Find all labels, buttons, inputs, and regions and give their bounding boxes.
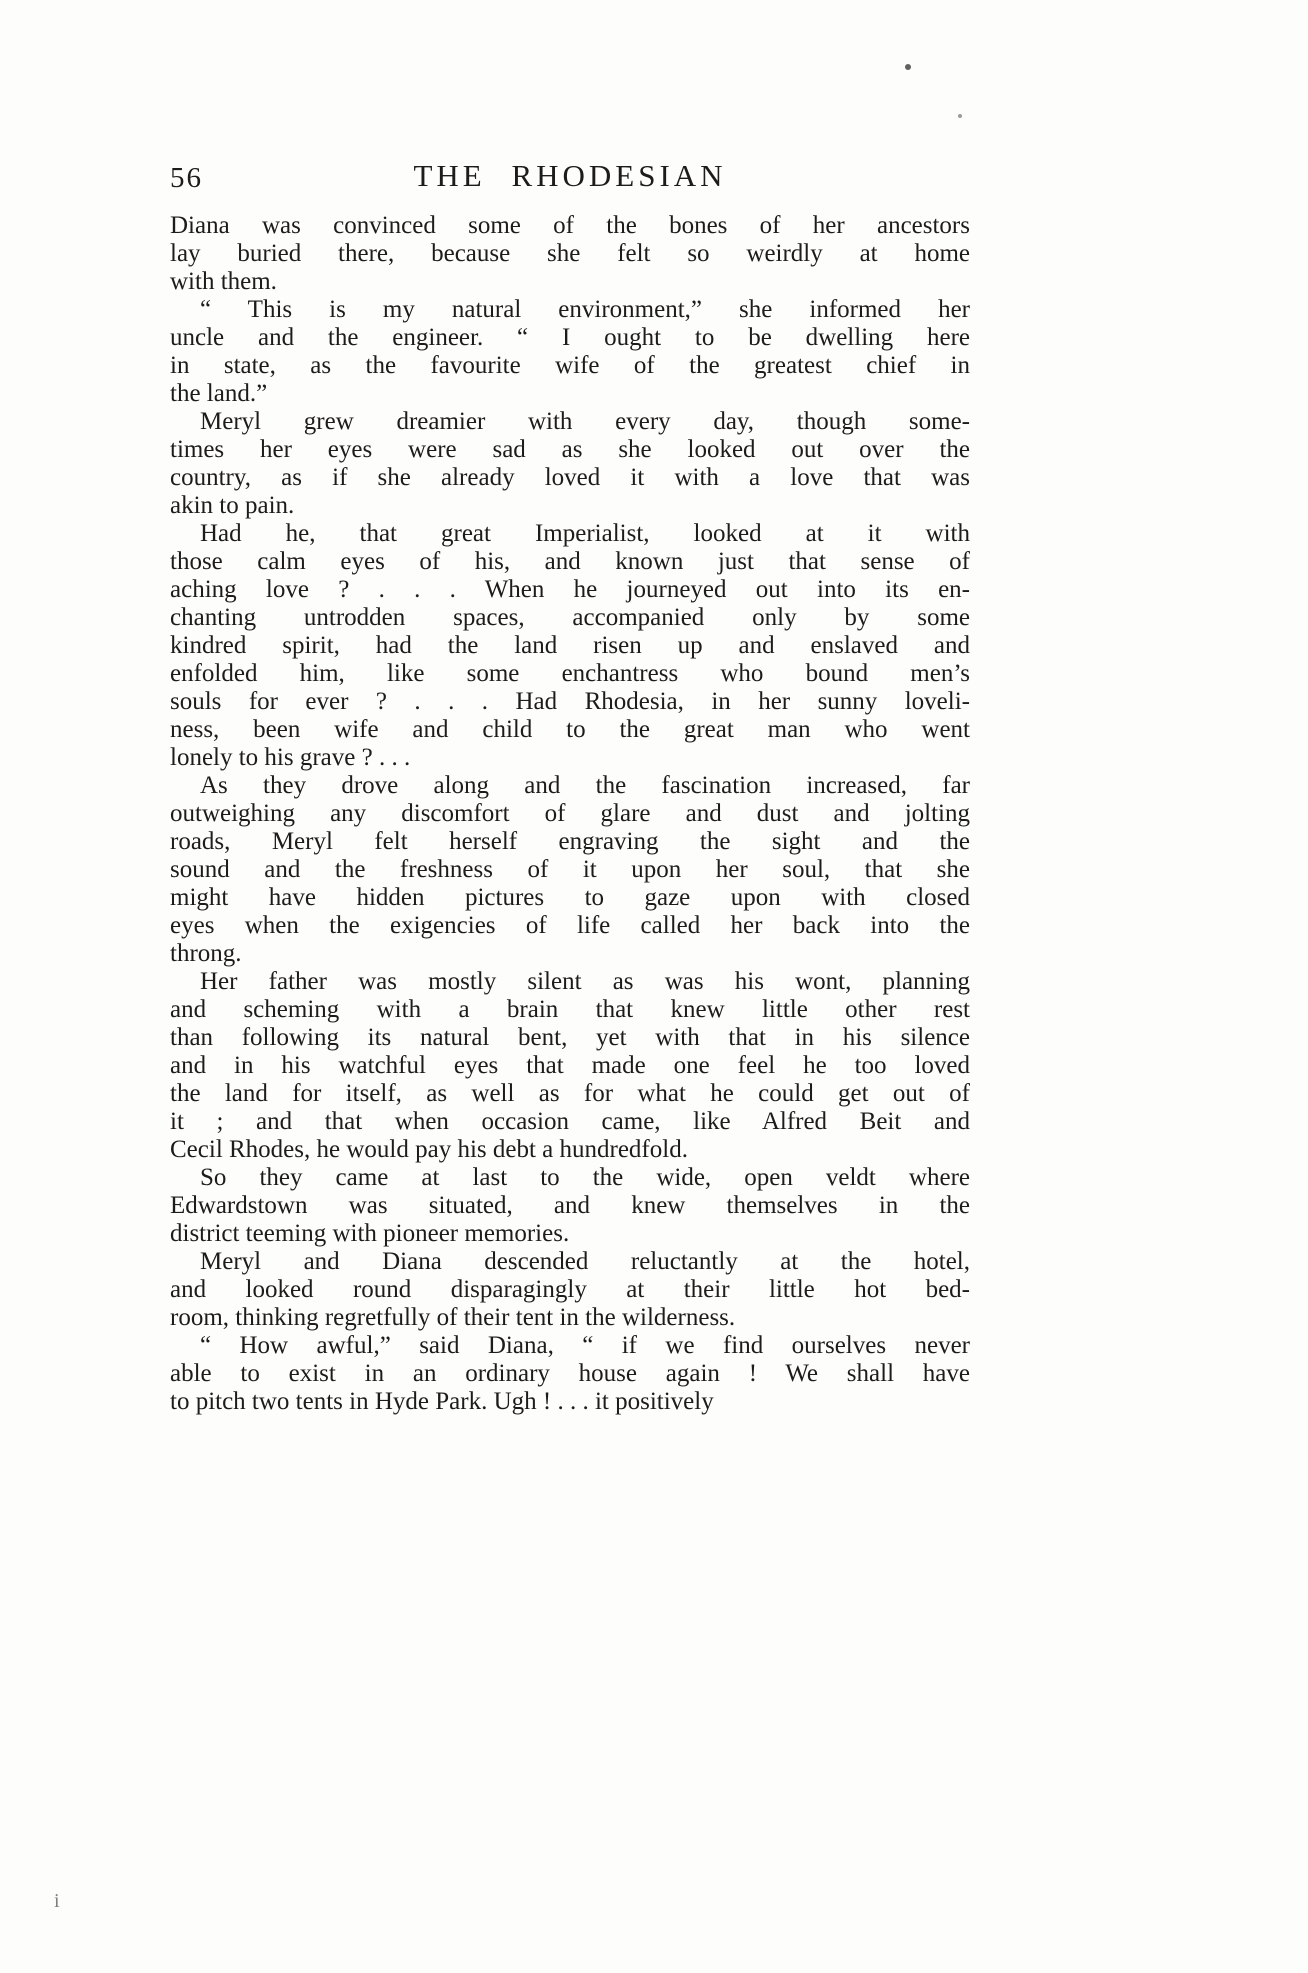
text-line: Edwardstown was situated, and knew themselves in the <box>170 1192 970 1219</box>
text-line: those calm eyes of his, and known just that sense of <box>170 548 970 575</box>
text-line: uncle and the engineer. “ I ought to be dwelling here <box>170 324 970 351</box>
scan-speck <box>905 64 911 70</box>
text-line: country, as if she already loved it with a love that was <box>170 464 970 491</box>
text-line: sound and the freshness of it upon her soul, that she <box>170 856 970 883</box>
text-line: enfolded him, like some enchantress who bound men’s <box>170 660 970 687</box>
paragraph <box>170 772 970 968</box>
text-line: “ How awful,” said Diana, “ if we find ourselves never <box>200 1332 970 1359</box>
paragraph <box>170 520 970 772</box>
paragraph <box>170 1164 970 1248</box>
page-header <box>170 158 970 202</box>
scan-speck <box>958 114 962 118</box>
text-line: So they came at last to the wide, open veldt where <box>200 1164 970 1191</box>
paragraph <box>170 1248 970 1332</box>
text-line: room, thinking regretfully of their tent in the wilderness. <box>170 1304 736 1331</box>
text-line: the land.” <box>170 380 268 407</box>
text-line: chanting untrodden spaces, accompanied only by some <box>170 604 970 631</box>
text-line: times her eyes were sad as she looked out over the <box>170 436 970 463</box>
text-line: akin to pain. <box>170 492 295 519</box>
paragraph <box>170 968 970 1164</box>
text-line: Meryl and Diana descended reluctantly at the hotel, <box>200 1248 970 1275</box>
text-line: in state, as the favourite wife of the greatest chief in <box>170 352 970 379</box>
text-line: than following its natural bent, yet with that in his silence <box>170 1024 970 1051</box>
text-line: and looked round disparagingly at their little hot bed- <box>170 1276 970 1303</box>
text-line: kindred spirit, had the land risen up and enslaved and <box>170 632 970 659</box>
text-line: Diana was convinced some of the bones of her ancestors <box>170 212 970 239</box>
text-line: district teeming with pioneer memories. <box>170 1220 570 1247</box>
text-line: eyes when the exigencies of life called her back into the <box>170 912 970 939</box>
text-line: lay buried there, because she felt so weirdly at home <box>170 240 970 267</box>
text-line: “ This is my natural environment,” she informed her <box>200 296 970 323</box>
paragraph <box>170 1332 970 1416</box>
text-line: Her father was mostly silent as was his wont, planning <box>200 968 970 995</box>
paragraph <box>170 212 970 296</box>
text-line: throng. <box>170 940 242 967</box>
text-line: roads, Meryl felt herself engraving the sight and the <box>170 828 970 855</box>
text-line: outweighing any discomfort of glare and dust and jolting <box>170 800 970 827</box>
text-line: souls for ever ? . . . Had Rhodesia, in her sunny loveli- <box>170 688 970 715</box>
text-line: ness, been wife and child to the great man who went <box>170 716 970 743</box>
text-line: the land for itself, as well as for what he could get out of <box>170 1080 970 1107</box>
text-line: As they drove along and the fascination increased, far <box>200 772 970 799</box>
text-line: Meryl grew dreamier with every day, though some- <box>200 408 970 435</box>
text-line: able to exist in an ordinary house again ! We shall have <box>170 1360 970 1387</box>
text-line: with them. <box>170 268 277 295</box>
text-line: and in his watchful eyes that made one feel he too loved <box>170 1052 970 1079</box>
page-body <box>170 212 970 1416</box>
text-line: might have hidden pictures to gaze upon with closed <box>170 884 970 911</box>
page-number: 56 <box>170 162 203 194</box>
paragraph <box>170 408 970 520</box>
margin-mark: i <box>54 1890 60 1912</box>
text-line: and scheming with a brain that knew little other rest <box>170 996 970 1023</box>
paragraph <box>170 296 970 408</box>
page-title: THE RHODESIAN <box>413 158 727 193</box>
text-line: lonely to his grave ? . . . <box>170 744 411 771</box>
text-line: Cecil Rhodes, he would pay his debt a hundredfold. <box>170 1136 688 1163</box>
text-line: to pitch two tents in Hyde Park. Ugh ! . . . it positively <box>170 1388 714 1415</box>
text-line: it ; and that when occasion came, like Alfred Beit and <box>170 1108 970 1135</box>
text-line: aching love ? . . . When he journeyed out into its en- <box>170 576 970 603</box>
text-line: Had he, that great Imperialist, looked at it with <box>200 520 970 547</box>
